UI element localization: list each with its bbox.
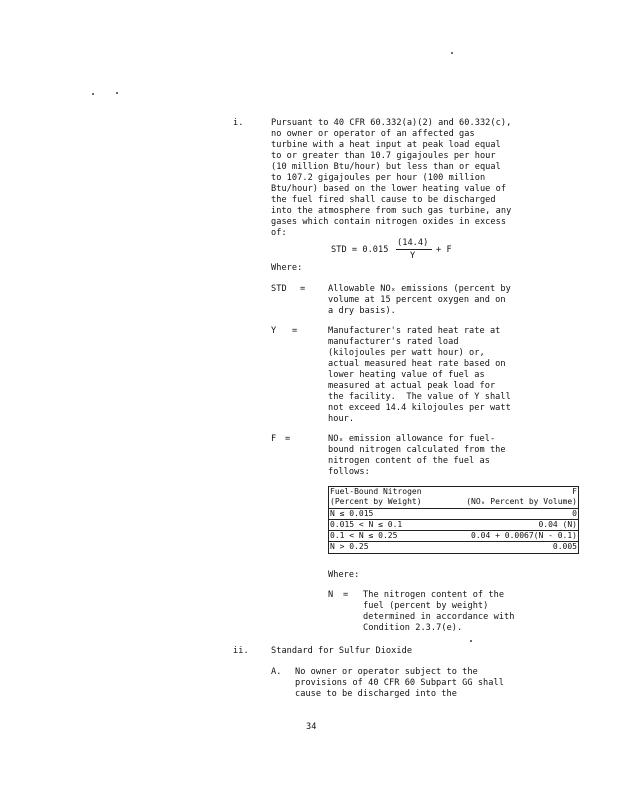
section-ii-label: ii. (233, 646, 249, 656)
table-row (329, 531, 579, 542)
header-line: F (572, 487, 577, 496)
definition-line: measured at actual peak load for (328, 381, 496, 391)
scan-speck (470, 640, 472, 642)
fraction-bar (396, 249, 432, 250)
definition-line: Manufacturer's rated heat rate at (328, 326, 501, 336)
formula-numerator: (14.4) (397, 238, 429, 248)
definition-term-f: F (271, 434, 277, 444)
table-row (329, 508, 579, 519)
definition-line: nitrogen content of the fuel as (328, 456, 490, 466)
definition-line: Condition 2.3.7(e). (363, 623, 463, 633)
definition-line: determined in accordance with (363, 612, 515, 622)
definition-line: Allowable NOₓ emissions (percent by (328, 284, 511, 294)
table-cell-range: N > 0.25 (329, 542, 442, 553)
definition-eq: = (300, 284, 306, 294)
paragraph-line: to or greater than 10.7 gigajoules per hour (271, 151, 496, 161)
definition-term-std: STD (271, 284, 287, 294)
scan-speck (92, 93, 94, 95)
header-cell-f (442, 487, 579, 509)
section-ii-title: Standard for Sulfur Dioxide (271, 646, 413, 656)
definition-line: volume at 15 percent oxygen and on (328, 295, 506, 305)
paragraph-line: into the atmosphere from such gas turbine, any (271, 206, 512, 216)
definition-line: The nitrogen content of the (363, 590, 505, 600)
table-cell-value: 0 (442, 508, 579, 519)
definition-line: NOₓ emission allowance for fuel- (328, 434, 496, 444)
page-number: 34 (306, 722, 317, 732)
paragraph-line: no owner or operator of an affected gas (271, 129, 475, 139)
paragraph-line: turbine with a heat input at peak load equal (271, 140, 501, 150)
paragraph-line: Pursuant to 40 CFR 60.332(a)(2) and 60.332(c), (271, 118, 512, 128)
paragraph-line: of: (271, 228, 287, 238)
definition-line: the facility. The value of Y shall (328, 392, 511, 402)
table-cell-range: N ≤ 0.015 (329, 508, 442, 519)
table-cell-range: 0.015 < N ≤ 0.1 (329, 519, 442, 530)
section-i-label: i. (233, 118, 244, 128)
subsection-line: provisions of 40 CFR 60 Subpart GG shall (295, 678, 504, 688)
subsection-line: cause to be discharged into the (295, 689, 457, 699)
formula-lhs: STD = 0.015 (331, 245, 389, 255)
table-cell-value: 0.04 + 0.0067(N - 0.1) (442, 531, 579, 542)
scan-speck (116, 92, 118, 94)
header-line: (NOₓ Percent by Volume) (466, 497, 577, 507)
definition-line: actual measured heat rate based on (328, 359, 506, 369)
fuel-bound-nitrogen-table (328, 486, 579, 554)
definition-line: lower heating value of fuel as (328, 370, 485, 380)
table-row (329, 519, 579, 530)
scan-speck (451, 52, 453, 54)
formula-rhs: + F (436, 245, 452, 255)
subsection-a-label: A. (271, 667, 282, 677)
definition-line: hour. (328, 414, 355, 424)
table-header-row (329, 487, 579, 509)
definition-term-y: Y (271, 326, 277, 336)
definition-eq: = (292, 326, 298, 336)
definition-line: fuel (percent by weight) (363, 601, 489, 611)
definition-term-n: N (328, 590, 334, 600)
table-cell-range: 0.1 < N ≤ 0.25 (329, 531, 442, 542)
header-line: (Percent by Weight) (330, 497, 422, 507)
definition-line: a dry basis). (328, 306, 396, 316)
definition-line: (kilojoules per watt hour) or, (328, 348, 485, 358)
where-label-2: Where: (328, 570, 360, 580)
definition-line: manufacturer's rated load (328, 337, 459, 347)
header-cell-nitrogen (329, 487, 442, 509)
table-row (329, 542, 579, 553)
paragraph-line: the fuel fired shall cause to be discharged (271, 195, 496, 205)
paragraph-line: to 107.2 gigajoules per hour (100 million (271, 173, 486, 183)
table-cell-value: 0.04 (N) (442, 519, 579, 530)
formula-denominator: Y (410, 251, 416, 261)
definition-eq: = (285, 434, 291, 444)
paragraph-line: (10 million Btu/hour) but less than or equal (271, 162, 501, 172)
paragraph-line: Btu/hour) based on the lower heating value of (271, 184, 507, 194)
definition-line: follows: (328, 467, 370, 477)
subsection-line: No owner or operator subject to the (295, 667, 478, 677)
table-cell-value: 0.005 (442, 542, 579, 553)
where-label: Where: (271, 263, 303, 273)
paragraph-line: gases which contain nitrogen oxides in excess (271, 217, 507, 227)
definition-line: not exceed 14.4 kilojoules per watt (328, 403, 511, 413)
definition-line: bound nitrogen calculated from the (328, 445, 506, 455)
header-line: Fuel-Bound Nitrogen (330, 487, 422, 496)
definition-eq: = (343, 590, 349, 600)
